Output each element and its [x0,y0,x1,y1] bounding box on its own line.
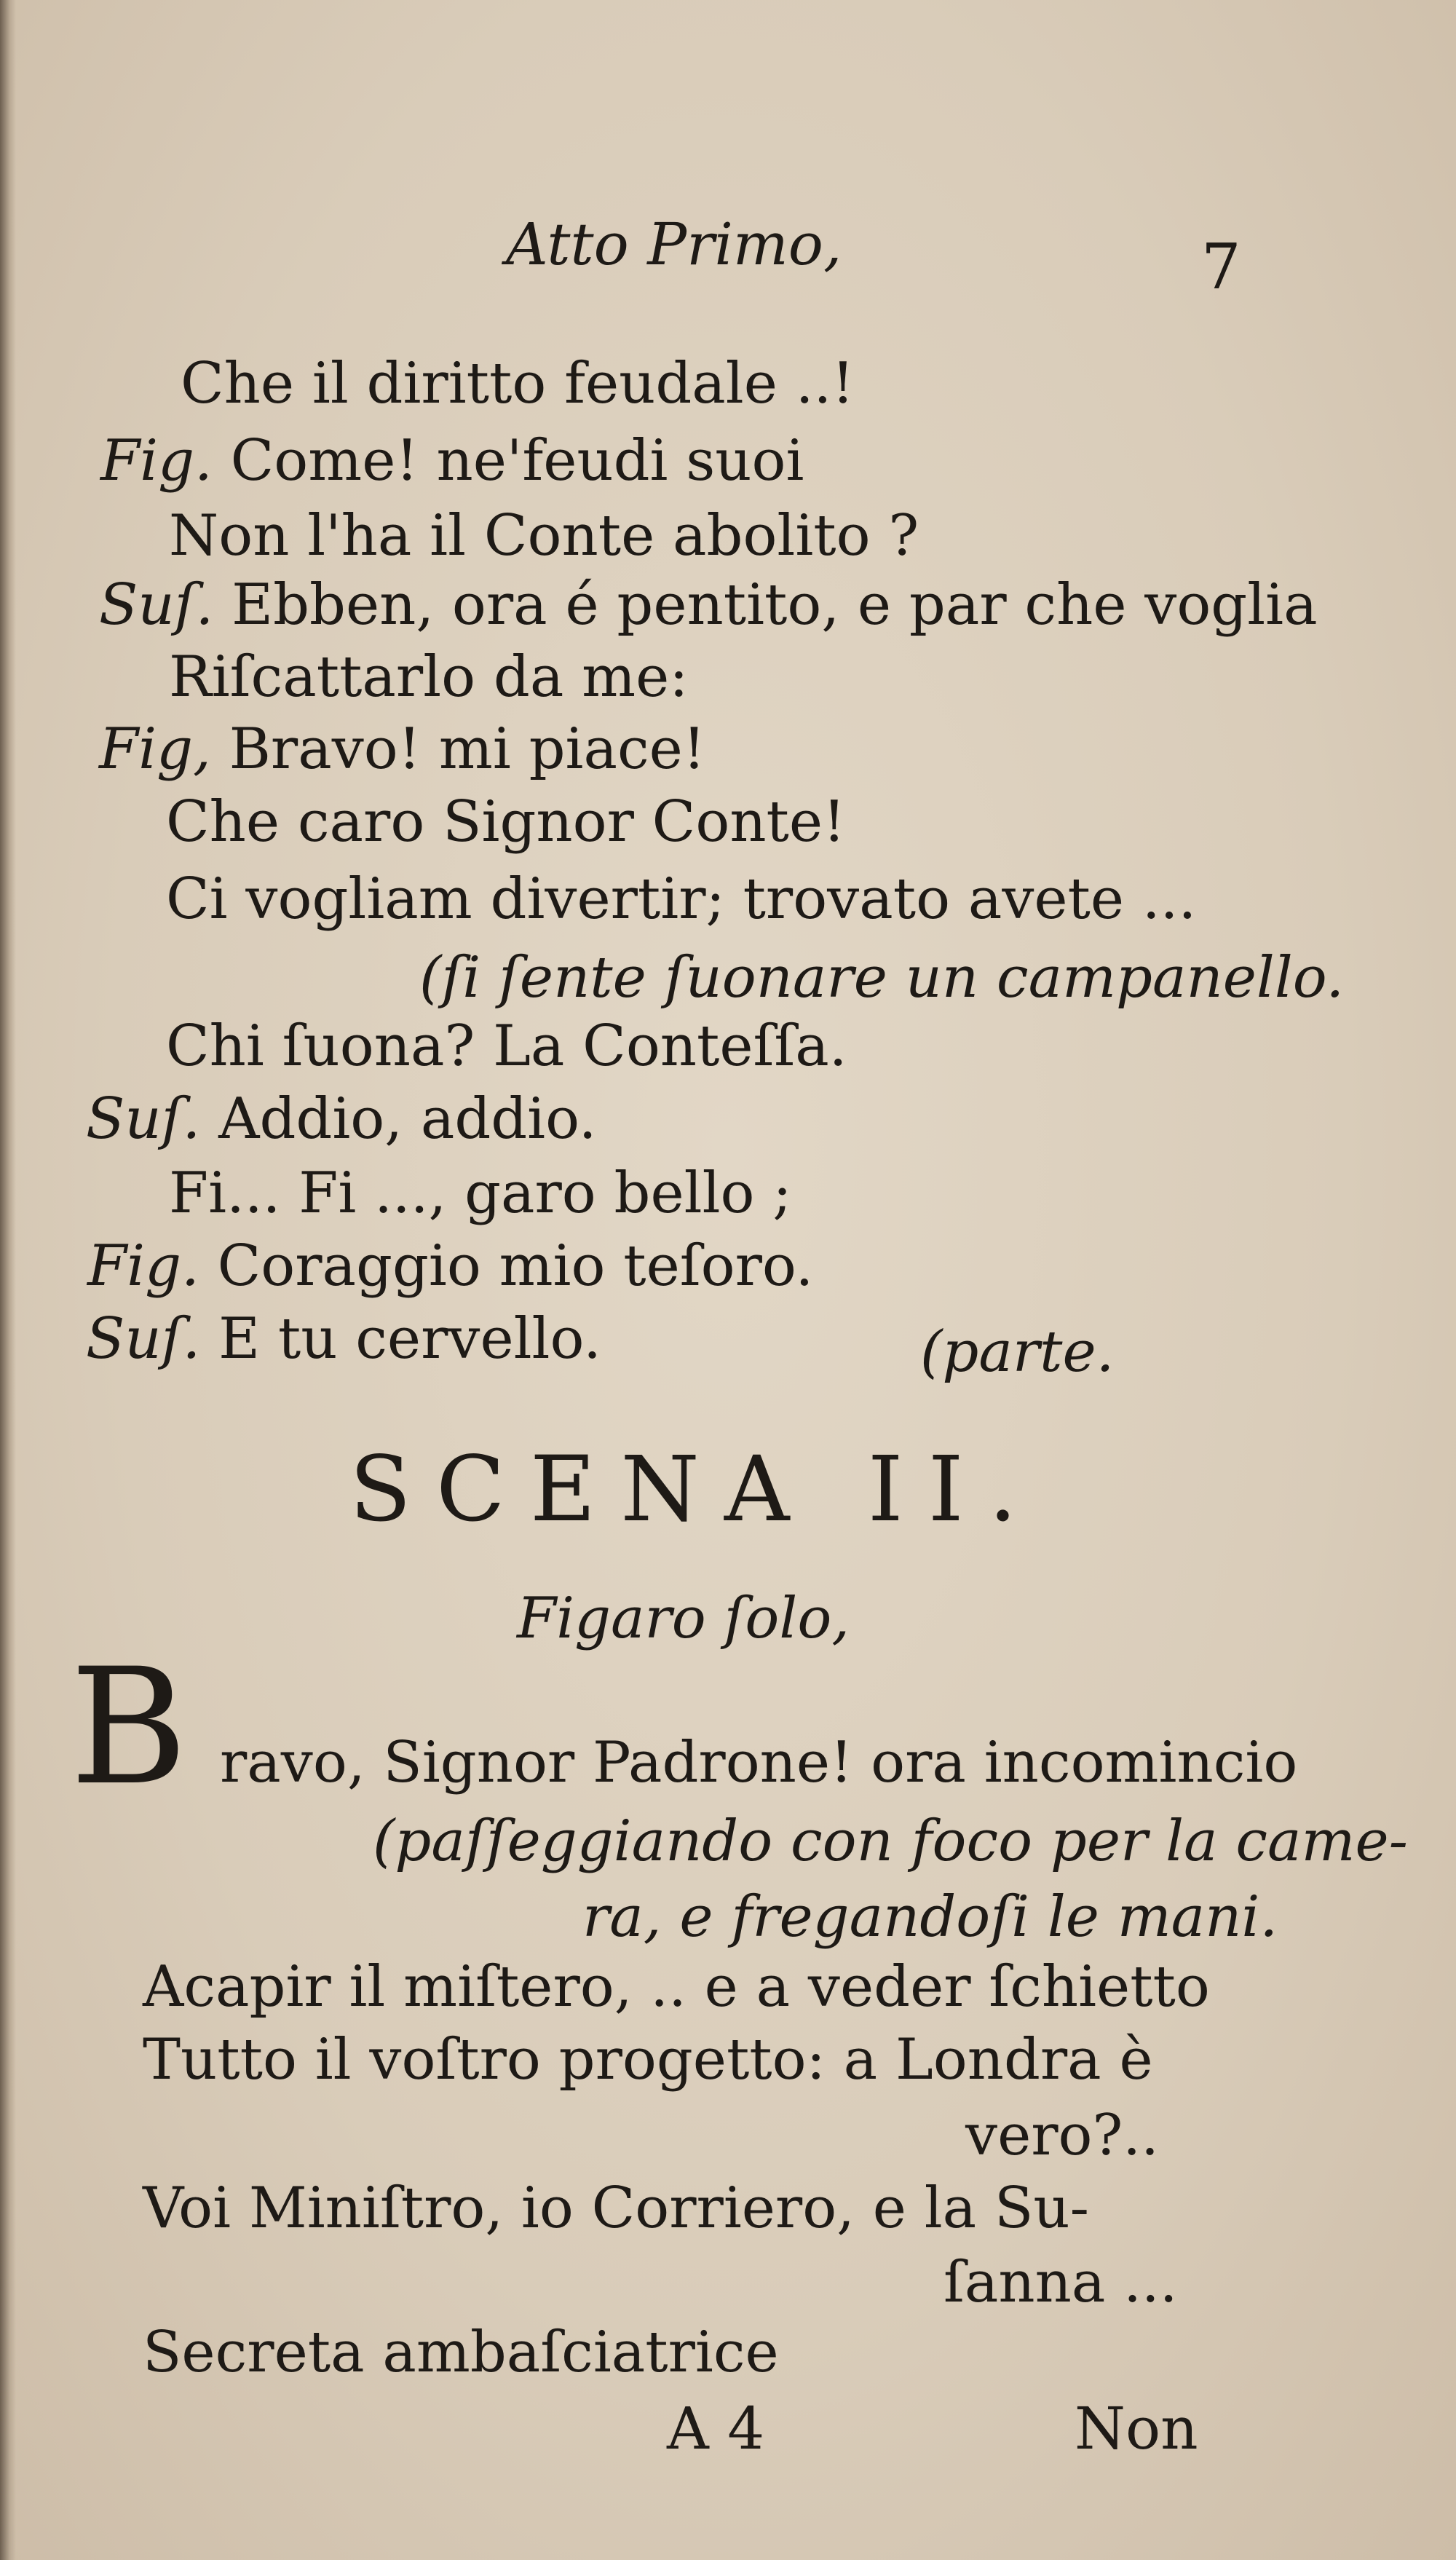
verse-line: Riſcattarlo da me: [169,644,689,710]
verse-line: Fig, Bravo! mi piace! [99,716,706,782]
verse-line: Suſ. E tu cervello. [86,1306,601,1372]
verse-line: vero?.. [965,2103,1159,2168]
verse-line: Fig. Coraggio mio teſoro. [87,1233,814,1299]
verse-line: Non l'ha il Conte abolito ? [169,503,919,569]
verse-line: ſanna ... [943,2250,1178,2315]
verse-line: Fig. Come! ne'feudi suoi [100,428,804,494]
verse-line: ravo, Signor Padrone! ora incomincio [220,1730,1298,1795]
page-number: 7 [1201,231,1241,304]
verse-line: Chi ſuona? La Conteſſa. [166,1014,847,1079]
verse-line: Suſ. Addio, addio. [86,1086,597,1152]
running-head: Atto Primo, [506,210,842,278]
verse-line: Fi... Fi ..., garo bello ; [169,1161,792,1226]
speaker-label: Suſ. [86,1086,201,1152]
verse-line: Voi Miniſtro, io Corriero, e la Su- [143,2176,1089,2241]
verse-line: Ci vogliam divertir; trovato avete ... [166,866,1197,932]
verse-line: Che il diritto feudale ..! [181,351,855,416]
page-spine-shadow [0,0,16,2560]
verse-line: Secreta ambaſciatrice [143,2320,779,2385]
stage-direction-exit: (parte. [920,1319,1115,1385]
speaker-label: Suſ. [99,572,214,638]
signature-mark: A 4 [667,2395,765,2462]
catchword: Non [1075,2395,1198,2462]
scene-heading: SCENA II. [349,1437,1042,1542]
verse-line: Acapir il miſtero, .. e a veder ſchietto [143,1954,1210,2020]
verse-line: Suſ. Ebben, ora é pentito, e par che voglia [99,572,1318,638]
speaker-label: Fig. [100,428,213,494]
verse-line: Che caro Signor Conte! [166,789,846,855]
verse-line: Tutto il voſtro progetto: a Londra è [143,2027,1153,2093]
speaker-label: Fig. [87,1233,199,1299]
speaker-label: Fig, [99,716,211,782]
speaker-label: Suſ. [86,1306,201,1372]
stage-direction: (ſi ſente ſuonare un campanello. [419,945,1345,1011]
scene-subtitle: Figaro ſolo, [517,1586,850,1651]
stage-direction: (paſſeggiando con foco per la came- [373,1809,1409,1874]
stage-direction: ra, e fregandoſi le mani. [582,1884,1278,1950]
drop-cap: B [70,1634,188,1820]
